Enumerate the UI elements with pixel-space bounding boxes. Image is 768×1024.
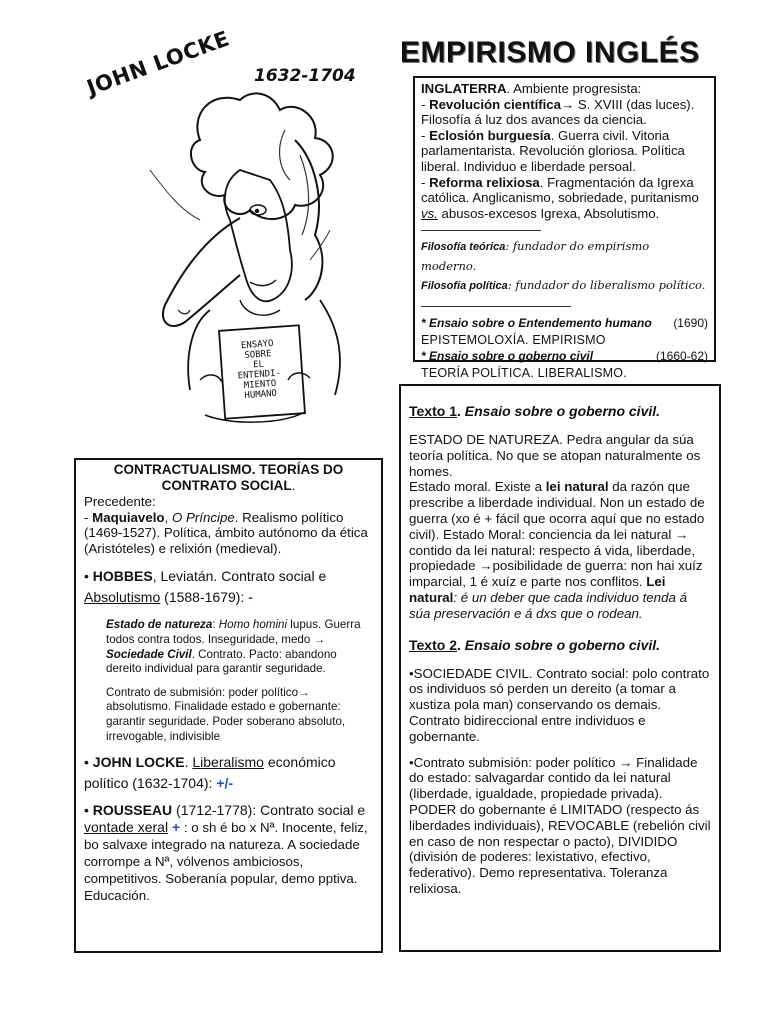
- book-line: MIENTO: [243, 378, 277, 392]
- book-line: SOBRE: [244, 349, 272, 361]
- state-of-nature: Estado de natureza: Homo homini lupus. Guerra todos contra todos. Inseguridade, medo → Sociedade Civil. Contrato. Pacto: abandono dereito individual para garantir seguridade.: [106, 618, 361, 676]
- texto1-state: ESTADO DE NATUREZA. Pedra angular da súa teoría política. No que se atopan naturalmente os homes.: [409, 432, 701, 479]
- england-intro: INGLATERRA. Ambiente progresista:: [421, 81, 642, 96]
- texts-box: [399, 384, 721, 952]
- work-row-understanding: * Ensaio sobre o Entendemento humano (1690): [421, 315, 708, 330]
- england-context-box: [413, 76, 716, 380]
- england-item-bourgeoisie: - Eclosión burguesía. Guerra civil. Vitoria parlamentarista. Revolución gloriosa. Política liberal. Individuo e liberdade persoal.: [421, 127, 685, 174]
- locke-entry: • JOHN LOCKE. Liberalismo económico político (1632-1704): +/-: [84, 754, 336, 792]
- precedent-label: Precedente:: [84, 494, 156, 509]
- hobbes-entry: • HOBBES, Leviatán. Contrato social e Absolutismo (1588-1679): -: [84, 568, 327, 606]
- politics-line: Filosofía política: fundador do liberalismo político.: [421, 276, 708, 315]
- portrait-dates: 1632-1704: [254, 66, 356, 86]
- work-field-politics: TEORÍA POLÍTICA. LIBERALISMO.: [421, 365, 627, 380]
- page-title: EMPIRISMO INGLÉS: [400, 36, 700, 69]
- book-label: [227, 338, 291, 402]
- rousseau-entry: • ROUSSEAU (1712-1778): Contrato social e vontade xeral + : o sh é bo x Nª. Inocente, feliz, bo salvaxe integrado na natureza. A sociedade corrompe a Nª, vólvenos ambiciosos, competitivos. Soberanía popular, demo pptiva. Educación.: [84, 802, 368, 904]
- england-item-reform: - Reforma relixiosa. Fragmentación da Igrexa católica. Anglicanismo, sobriedade, puritanismo vs. abusos-excesos Igrexa, Absolutismo.: [421, 175, 708, 237]
- portrait-name: JOHN LOCKE: [83, 26, 233, 100]
- texto1-moral: Estado moral. Existe a lei natural da razón que prescribe a liberdade individual. Non un estado de guerra (xo é + fácil que ocorra aquí que no estado civil). Estado Moral: conciencia da lei natural → contido da lei natural: respecto á vida, liberdade, propiedade →posibilidade de guerra: non hai xuíz imparcial, 1 é xuíz e parte nos conflitos. Lei natural: é un deber que cada individuo tenda á súa preservación e á dxs que o rodean.: [409, 479, 705, 621]
- work-field-epistemology: EPISTEMOLOXÍA. EMPIRISMO: [421, 332, 606, 347]
- submission-contract: Contrato de submisión: poder político→ absolutismo. Finalidade estado e gobernante: garantir seguridade. Poder soberano absoluto, irrevogable, indivisible: [106, 685, 346, 743]
- texto2-submission: •Contrato submisión: poder político → Finalidade do estado: salvagardar contido da lei natural (liberdade, igualdade, propiedade privada). PODER do gobernante é LIMITADO (respecto ás liberdades individuais), REVOCABLE (rebelión civil en caso de non respectar o pacto), DIVIDIDO (división de poderes: lexistativo, efectivo, federativo). Demo representativa. Toleranza relixiosa.: [409, 754, 711, 896]
- book-line: ENTENDI-: [237, 368, 282, 382]
- work-row-government: * Ensaio sobre o goberno civil (1660-62): [421, 348, 708, 363]
- texto2-heading: Texto 2. Ensaio sobre o goberno civil.: [409, 636, 661, 653]
- book-line: EL: [252, 359, 265, 371]
- book-line: ENSAYO: [240, 338, 274, 352]
- theory-line: Filosofía teórica: fundador do empirismo moderno.: [421, 238, 650, 273]
- contract-heading: CONTRACTUALISMO. TEORÍAS DO CONTRATO SOCIAL.: [113, 462, 344, 493]
- machiavelli-entry: - Maquiavelo, O Príncipe. Realismo político (1469-1527). Política, ámbito autónomo da ética (Aristóteles) e relixión (medieval).: [84, 509, 368, 556]
- england-item-science: - Revolución científica→ S. XVIII (das luces). Filosofía á luz dos avances da ciencia.: [421, 96, 695, 128]
- texto1-heading: Texto 1. Ensaio sobre o goberno civil.: [409, 403, 661, 419]
- contractualism-box: [74, 458, 383, 953]
- book-line: HUMANO: [244, 388, 278, 402]
- texto2-civil: •SOCIEDADE CIVIL. Contrato social: polo contrato os individuos só perden un dereito (a tomar a xustiza pola man) conservando os demais. Contrato bidireccional entre individuos e gobernante.: [409, 665, 710, 744]
